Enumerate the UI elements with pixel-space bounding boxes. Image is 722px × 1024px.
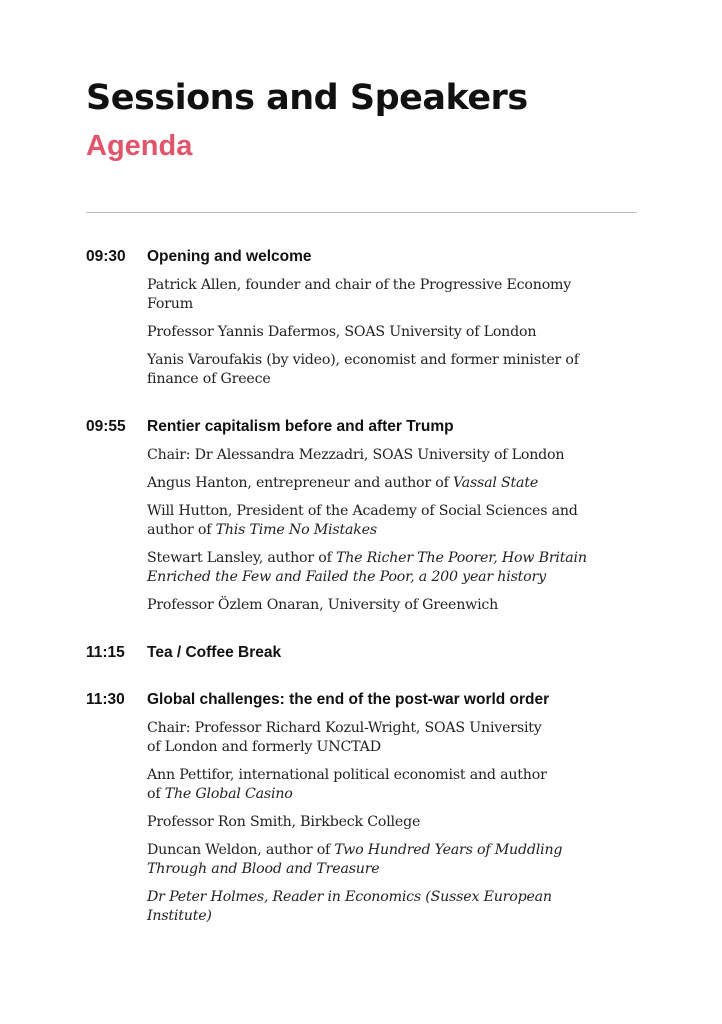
- session: [86, 691, 636, 926]
- page-subtitle: Agenda: [86, 130, 193, 162]
- speaker-text: author of: [147, 522, 216, 538]
- book-title: Institute): [147, 908, 212, 924]
- session-title: Tea / Coffee Break: [147, 644, 282, 661]
- speaker-text: Duncan Weldon, author of: [147, 842, 335, 858]
- speaker-list: [147, 719, 636, 926]
- speaker-text: Professor Özlem Onaran, University of Greenwich: [147, 597, 499, 613]
- book-title: Through and Blood and Treasure: [147, 861, 380, 877]
- speaker-entry: [147, 323, 636, 342]
- session-header: [86, 644, 636, 662]
- session-header: [86, 418, 636, 436]
- book-title: Two Hundred Years of Muddling: [334, 842, 563, 858]
- session-title: Rentier capitalism before and after Trump: [147, 418, 454, 435]
- session-title: Opening and welcome: [147, 248, 312, 265]
- speaker-text: Chair: Professor Richard Kozul-Wright, SOAS University: [147, 720, 542, 736]
- speaker-text: Yanis Varoufakis (by video), economist and former minister of: [147, 352, 579, 368]
- page-title: Sessions and Speakers: [86, 78, 528, 118]
- book-title: This Time No Mistakes: [215, 522, 377, 538]
- session-time: 09:30: [86, 248, 126, 265]
- session-title: Global challenges: the end of the post-war world order: [147, 691, 550, 708]
- speaker-text: Will Hutton, President of the Academy of Social Sciences and: [147, 503, 578, 519]
- speaker-entry: [147, 351, 636, 389]
- session-time: 11:30: [86, 691, 125, 708]
- speaker-entry: [147, 446, 636, 465]
- speaker-entry: [147, 596, 636, 615]
- session: [86, 418, 636, 615]
- speaker-entry: [147, 766, 636, 804]
- book-title: Dr Peter Holmes, Reader in Economics (Sussex European: [147, 889, 552, 905]
- speaker-text: Chair: Dr Alessandra Mezzadri, SOAS University of London: [147, 447, 565, 463]
- speaker-text: Patrick Allen, founder and chair of the Progressive Economy: [147, 277, 572, 293]
- session-header: [86, 691, 636, 709]
- book-title: Vassal State: [452, 475, 539, 491]
- speaker-entry: [147, 276, 636, 314]
- speaker-text: Angus Hanton, entrepreneur and author of: [147, 475, 453, 491]
- speaker-text: Professor Yannis Dafermos, SOAS University of London: [147, 324, 537, 340]
- agenda: [86, 248, 636, 955]
- divider: [86, 212, 637, 213]
- speaker-list: [147, 276, 636, 389]
- speaker-text: Professor Ron Smith, Birkbeck College: [147, 814, 421, 830]
- speaker-entry: [147, 719, 636, 757]
- speaker-entry: [147, 549, 636, 587]
- speaker-list: [147, 446, 636, 615]
- speaker-entry: [147, 502, 636, 540]
- book-title: Enriched the Few and Failed the Poor, a 200 year history: [147, 569, 546, 585]
- speaker-entry: [147, 813, 636, 832]
- speaker-text: of: [147, 786, 165, 802]
- session: [86, 644, 636, 662]
- speaker-text: Ann Pettifor, international political economist and author: [147, 767, 547, 783]
- speaker-text: Stewart Lansley, author of: [147, 550, 336, 566]
- speaker-entry: [147, 474, 636, 493]
- session-time: 09:55: [86, 418, 126, 435]
- speaker-text: Forum: [147, 296, 193, 312]
- session: [86, 248, 636, 389]
- speaker-entry: [147, 841, 636, 879]
- book-title: The Global Casino: [164, 786, 293, 802]
- speaker-text: of London and formerly UNCTAD: [147, 739, 381, 755]
- speaker-entry: [147, 888, 636, 926]
- session-header: [86, 248, 636, 266]
- book-title: The Richer The Poorer, How Britain: [335, 550, 587, 566]
- speaker-text: finance of Greece: [147, 371, 271, 387]
- session-time: 11:15: [86, 644, 125, 661]
